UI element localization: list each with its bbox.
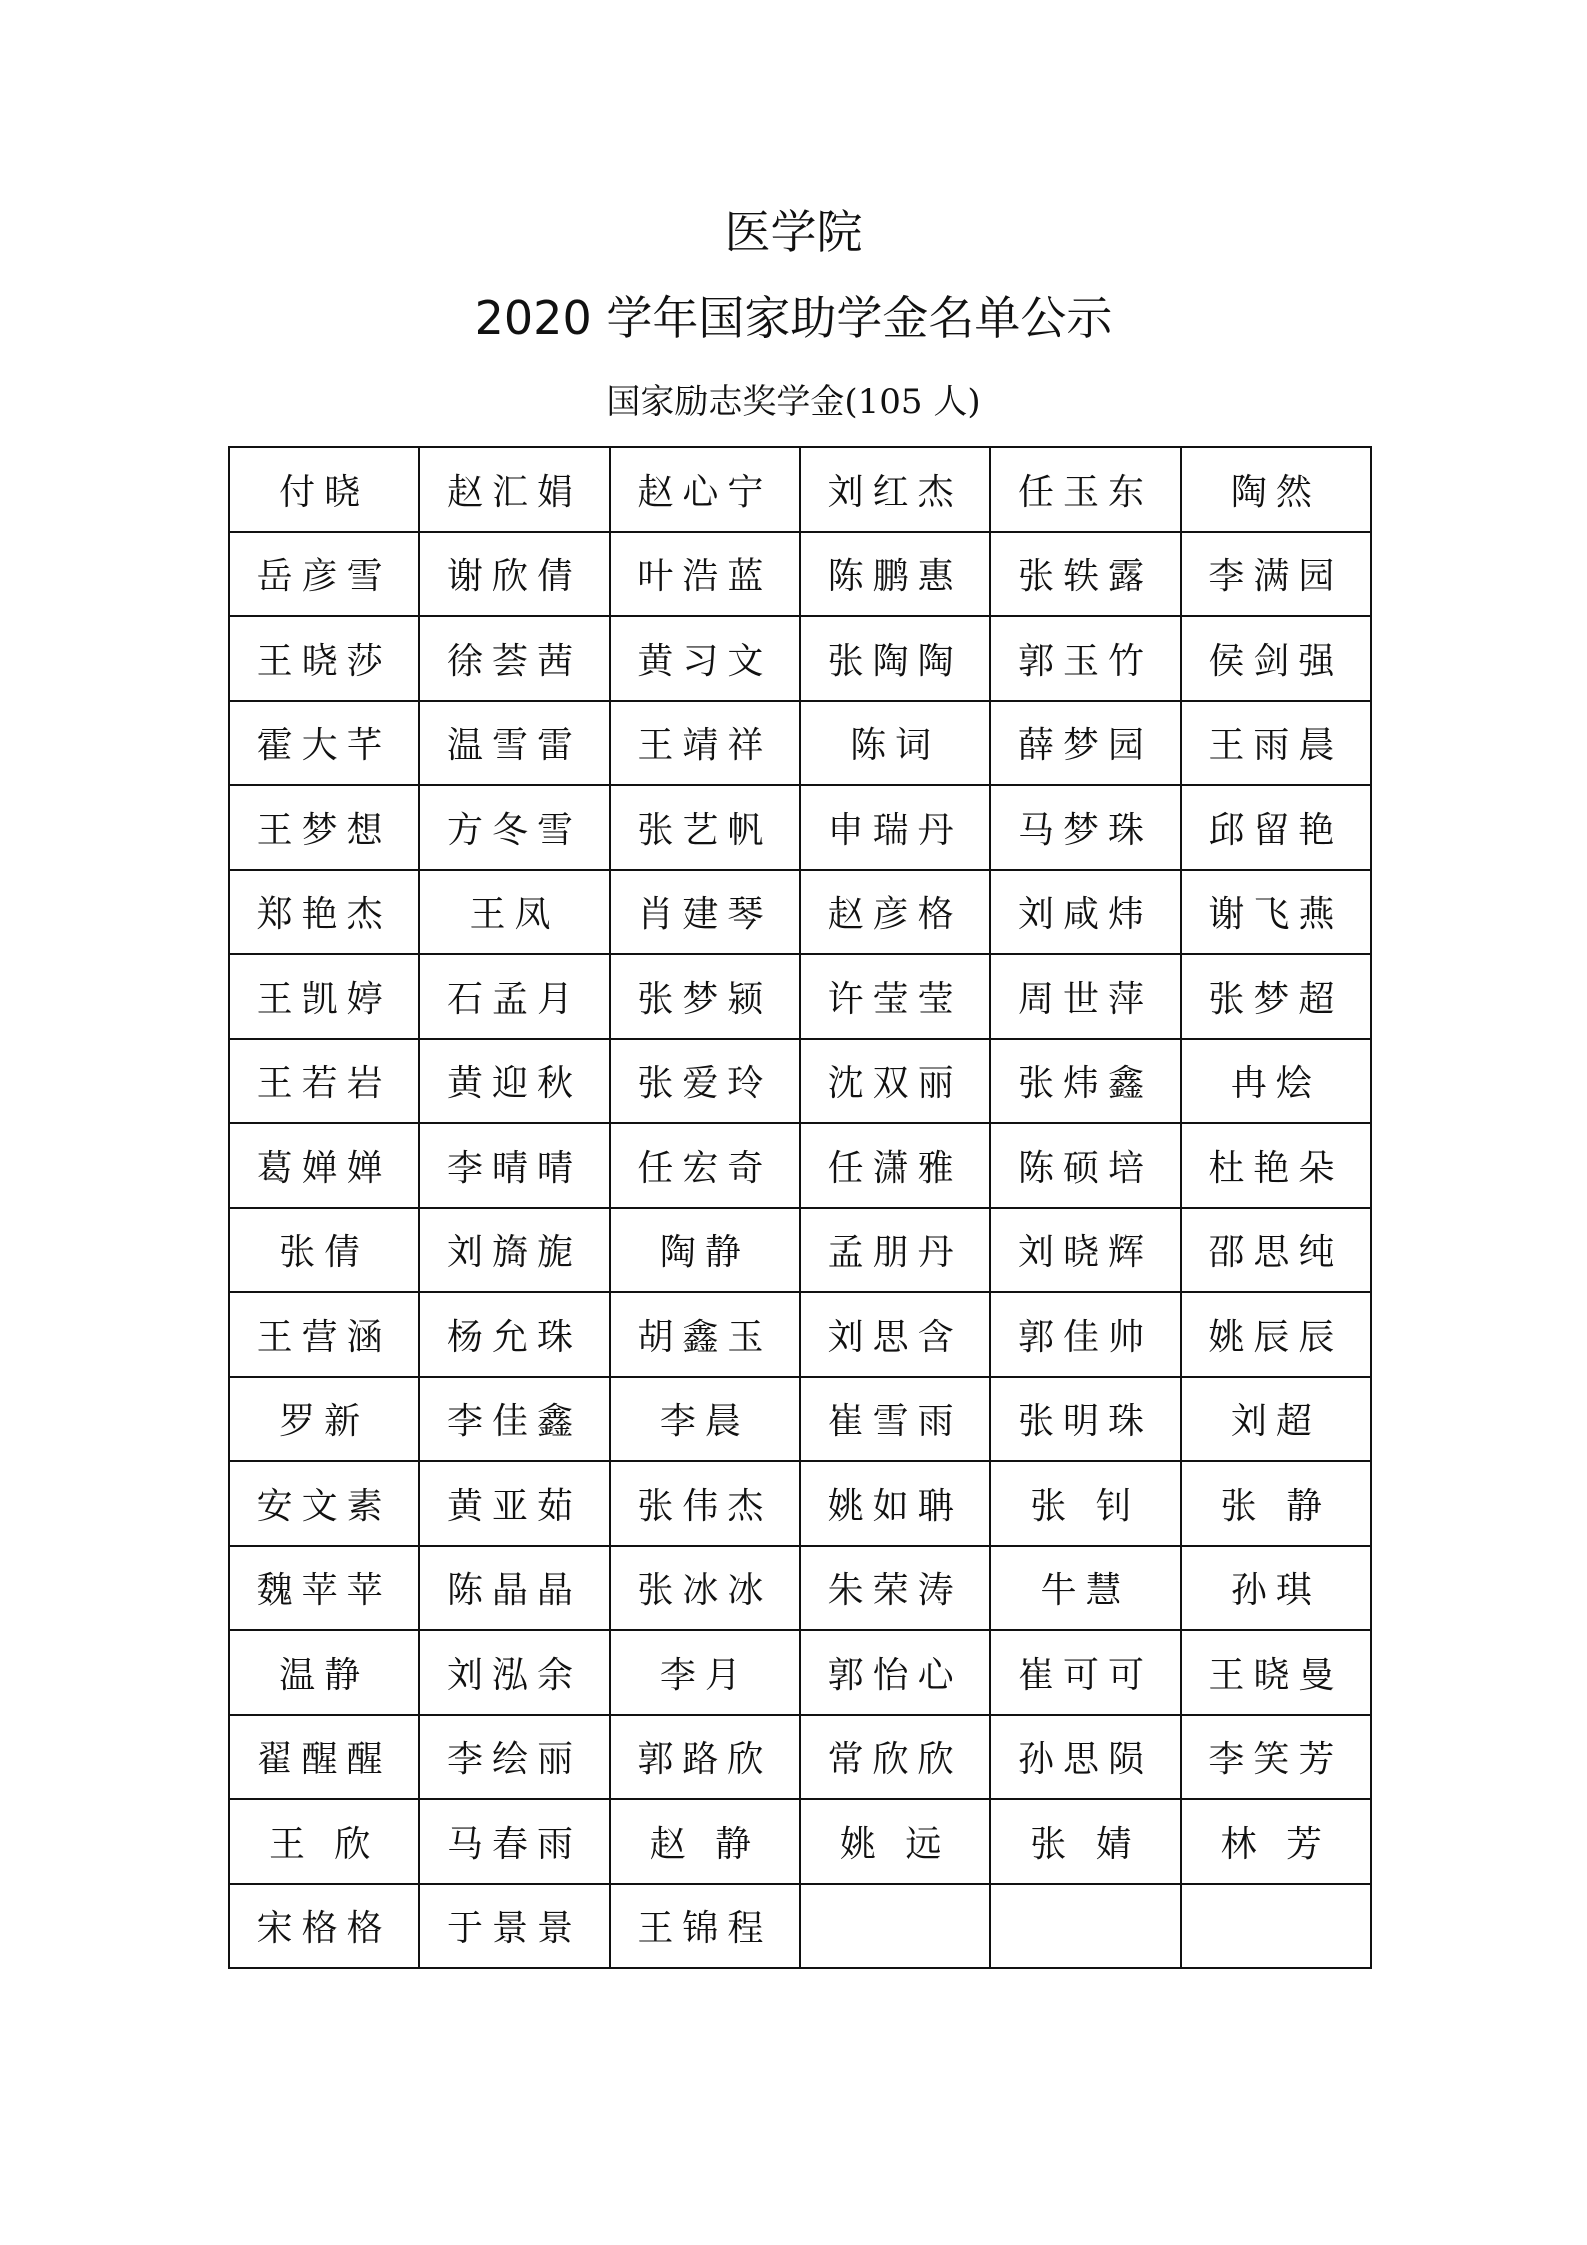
name-cell: 郭佳帅 — [990, 1292, 1180, 1377]
name-cell: 任玉东 — [990, 447, 1180, 532]
table-row — [229, 1461, 1371, 1546]
name-cell: 谢飞燕 — [1181, 870, 1371, 955]
name-cell: 陈硕培 — [990, 1123, 1180, 1208]
name-cell: 黄亚茹 — [419, 1461, 609, 1546]
name-cell: 杨允珠 — [419, 1292, 609, 1377]
name-cell: 邵思纯 — [1181, 1208, 1371, 1293]
name-cell: 叶浩蓝 — [610, 532, 800, 617]
name-cell: 李晨 — [610, 1377, 800, 1462]
table-row — [229, 1123, 1371, 1208]
name-cell: 张倩 — [229, 1208, 419, 1293]
name-cell: 崔可可 — [990, 1630, 1180, 1715]
name-cell: 张梦颍 — [610, 954, 800, 1039]
name-cell: 赵汇娟 — [419, 447, 609, 532]
name-cell: 沈双丽 — [800, 1039, 990, 1124]
name-cell: 王梦想 — [229, 785, 419, 870]
table-row — [229, 1715, 1371, 1800]
name-cell: 朱荣涛 — [800, 1546, 990, 1631]
name-cell: 岳彦雪 — [229, 532, 419, 617]
table-row — [229, 701, 1371, 786]
name-cell: 温静 — [229, 1630, 419, 1715]
name-cell: 陶静 — [610, 1208, 800, 1293]
name-cell: 王靖祥 — [610, 701, 800, 786]
name-cell: 刘超 — [1181, 1377, 1371, 1462]
name-cell: 刘思含 — [800, 1292, 990, 1377]
name-cell: 郭路欣 — [610, 1715, 800, 1800]
name-cell: 安文素 — [229, 1461, 419, 1546]
name-cell: 陈词 — [800, 701, 990, 786]
name-cell: 侯剑强 — [1181, 616, 1371, 701]
name-cell: 王雨晨 — [1181, 701, 1371, 786]
name-cell: 张伟杰 — [610, 1461, 800, 1546]
name-cell: 方冬雪 — [419, 785, 609, 870]
name-cell: 王 欣 — [229, 1799, 419, 1884]
name-cell — [800, 1884, 990, 1969]
table-row — [229, 447, 1371, 532]
name-cell: 刘旖旎 — [419, 1208, 609, 1293]
table-row — [229, 870, 1371, 955]
name-cell: 马春雨 — [419, 1799, 609, 1884]
name-cell: 葛婵婵 — [229, 1123, 419, 1208]
name-cell: 申瑞丹 — [800, 785, 990, 870]
name-cell: 张 婧 — [990, 1799, 1180, 1884]
name-cell: 赵彦格 — [800, 870, 990, 955]
name-cell: 陈晶晶 — [419, 1546, 609, 1631]
name-cell: 王若岩 — [229, 1039, 419, 1124]
name-cell: 翟醒醒 — [229, 1715, 419, 1800]
name-cell: 姚 远 — [800, 1799, 990, 1884]
document-title: 医学院 — [724, 205, 863, 259]
name-cell: 宋格格 — [229, 1884, 419, 1969]
table-row — [229, 1039, 1371, 1124]
name-cell: 刘晓辉 — [990, 1208, 1180, 1293]
section-subtitle: 国家励志奖学金(105 人) — [606, 382, 981, 422]
name-cell: 张艺帆 — [610, 785, 800, 870]
name-cell: 张陶陶 — [800, 616, 990, 701]
name-cell: 任宏奇 — [610, 1123, 800, 1208]
name-cell: 张轶露 — [990, 532, 1180, 617]
table-row — [229, 1377, 1371, 1462]
name-cell — [990, 1884, 1180, 1969]
table-row — [229, 616, 1371, 701]
name-cell: 牛慧 — [990, 1546, 1180, 1631]
table-row — [229, 1630, 1371, 1715]
name-cell: 徐荟茜 — [419, 616, 609, 701]
name-cell — [1181, 1884, 1371, 1969]
name-cell: 孙琪 — [1181, 1546, 1371, 1631]
name-cell: 魏苹苹 — [229, 1546, 419, 1631]
name-cell: 张明珠 — [990, 1377, 1180, 1462]
name-cell: 王营涵 — [229, 1292, 419, 1377]
name-cell: 李佳鑫 — [419, 1377, 609, 1462]
name-list-table — [228, 446, 1372, 1969]
table-row — [229, 532, 1371, 617]
name-cell: 张 静 — [1181, 1461, 1371, 1546]
name-cell: 崔雪雨 — [800, 1377, 990, 1462]
name-cell: 于景景 — [419, 1884, 609, 1969]
name-cell: 黄迎秋 — [419, 1039, 609, 1124]
name-cell: 林 芳 — [1181, 1799, 1371, 1884]
name-cell: 刘咸炜 — [990, 870, 1180, 955]
name-cell: 周世萍 — [990, 954, 1180, 1039]
name-cell: 薛梦园 — [990, 701, 1180, 786]
name-cell: 杜艳朵 — [1181, 1123, 1371, 1208]
name-cell: 任潇雅 — [800, 1123, 990, 1208]
name-cell: 罗新 — [229, 1377, 419, 1462]
name-cell: 孙思陨 — [990, 1715, 1180, 1800]
table-row — [229, 1208, 1371, 1293]
name-cell: 姚如聃 — [800, 1461, 990, 1546]
name-cell: 张梦超 — [1181, 954, 1371, 1039]
name-cell: 赵 静 — [610, 1799, 800, 1884]
name-cell: 霍大芊 — [229, 701, 419, 786]
name-cell: 张冰冰 — [610, 1546, 800, 1631]
name-cell: 郭玉竹 — [990, 616, 1180, 701]
name-cell: 王晓曼 — [1181, 1630, 1371, 1715]
name-cell: 郑艳杰 — [229, 870, 419, 955]
table-row — [229, 954, 1371, 1039]
table-row — [229, 1799, 1371, 1884]
name-cell: 李满园 — [1181, 532, 1371, 617]
table-row — [229, 785, 1371, 870]
name-cell: 胡鑫玉 — [610, 1292, 800, 1377]
name-cell: 张爱玲 — [610, 1039, 800, 1124]
name-cell: 姚辰辰 — [1181, 1292, 1371, 1377]
name-cell: 许莹莹 — [800, 954, 990, 1039]
name-cell: 王晓莎 — [229, 616, 419, 701]
name-cell: 王凤 — [419, 870, 609, 955]
name-cell: 李月 — [610, 1630, 800, 1715]
name-cell: 陶然 — [1181, 447, 1371, 532]
name-cell: 付晓 — [229, 447, 419, 532]
name-cell: 王凯婷 — [229, 954, 419, 1039]
table-row — [229, 1884, 1371, 1969]
name-cell: 马梦珠 — [990, 785, 1180, 870]
name-cell: 邱留艳 — [1181, 785, 1371, 870]
name-cell: 郭怡心 — [800, 1630, 990, 1715]
name-cell: 张 钊 — [990, 1461, 1180, 1546]
name-cell: 张炜鑫 — [990, 1039, 1180, 1124]
name-cell: 肖建琴 — [610, 870, 800, 955]
name-cell: 刘泓余 — [419, 1630, 609, 1715]
name-cell: 王锦程 — [610, 1884, 800, 1969]
name-cell: 谢欣倩 — [419, 532, 609, 617]
name-cell: 黄习文 — [610, 616, 800, 701]
name-cell: 常欣欣 — [800, 1715, 990, 1800]
name-cell: 赵心宁 — [610, 447, 800, 532]
name-cell: 石孟月 — [419, 954, 609, 1039]
name-cell: 温雪雷 — [419, 701, 609, 786]
name-cell: 李笑芳 — [1181, 1715, 1371, 1800]
name-cell: 陈鹏惠 — [800, 532, 990, 617]
document-heading: 2020 学年国家助学金名单公示 — [474, 291, 1113, 345]
name-cell: 冉烩 — [1181, 1039, 1371, 1124]
name-cell: 孟朋丹 — [800, 1208, 990, 1293]
name-cell: 刘红杰 — [800, 447, 990, 532]
table-row — [229, 1546, 1371, 1631]
name-cell: 李晴晴 — [419, 1123, 609, 1208]
table-row — [229, 1292, 1371, 1377]
name-cell: 李绘丽 — [419, 1715, 609, 1800]
